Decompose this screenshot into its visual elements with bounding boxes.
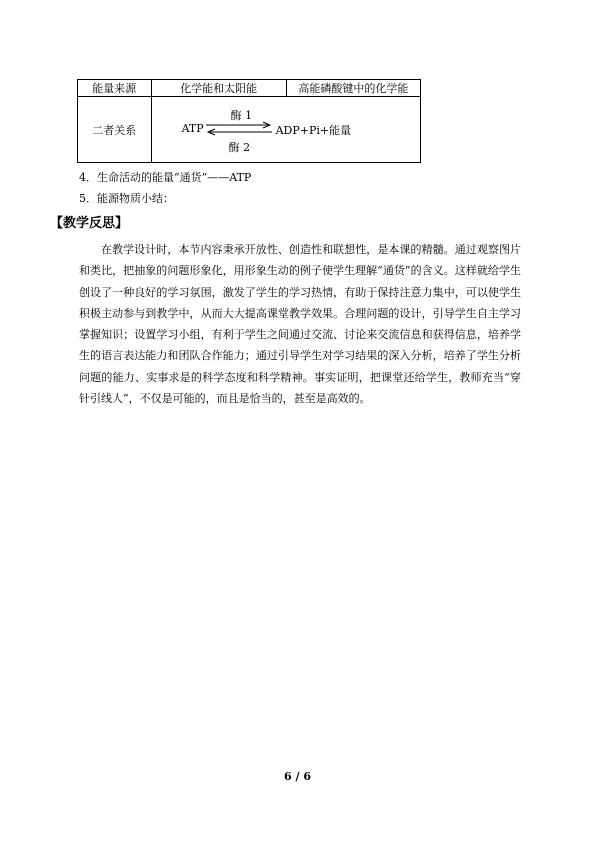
reflection-paragraph: 在教学设计时，本节内容秉承开放性、创造性和联想性，是本课的精髓。通过观察图片和类比，把抽象的问题形象化，用形象生动的例子使学生理解“通货”的含义。这样就给学生创设了一种良好的学习氛围，激发了学生的学习热情，有助于保持注意力集中，可以使学生积极主动参与到教学中，从而大大提高课堂教学效果。合理问题的设计，引导学生自主学习掌握知识；设置学习小组，有利于学生之间通过交流、讨论来交流信息和获得信息，培养学生的语言表达能力和团队合作能力；通过引导学生对学习结果的深入分析，培养了学生分析问题的能力、实事求是的科学态度和科学精神。事实证明，把课堂还给学生，教师充当“穿针引线人”，不仅是可能的，而且是恰当的，甚至是高效的。 bbox=[79, 243, 521, 406]
list-item-5: 5．能源物质小结： bbox=[79, 192, 174, 205]
comparison-table bbox=[77, 79, 421, 163]
table-row-relationship bbox=[78, 97, 421, 163]
enzyme-reverse-label: 酶 2 bbox=[228, 141, 251, 154]
page-number: 6 / 6 bbox=[284, 770, 311, 783]
reaction-diagram bbox=[152, 97, 422, 162]
table-row-energy-source bbox=[78, 80, 421, 97]
product-adp-pi-energy: ADP+Pi+能量 bbox=[275, 124, 352, 137]
row-label-relationship: 二者关系 bbox=[78, 97, 152, 163]
section-heading-reflection: 【教学反思】 bbox=[50, 216, 129, 231]
reaction-cell bbox=[151, 97, 420, 163]
cell-synthesis-energy: 化学能和太阳能 bbox=[151, 80, 286, 97]
row-label-energy-source: 能量来源 bbox=[78, 80, 152, 97]
reactant-atp: ATP bbox=[181, 122, 204, 135]
cell-hydrolysis-energy: 高能磷酸键中的化学能 bbox=[286, 80, 420, 97]
list-item-4: 4．生命活动的能量“通货”——ATP bbox=[79, 171, 252, 184]
reversible-arrow-icon bbox=[204, 121, 274, 137]
enzyme-forward-label: 酶 1 bbox=[230, 109, 253, 122]
